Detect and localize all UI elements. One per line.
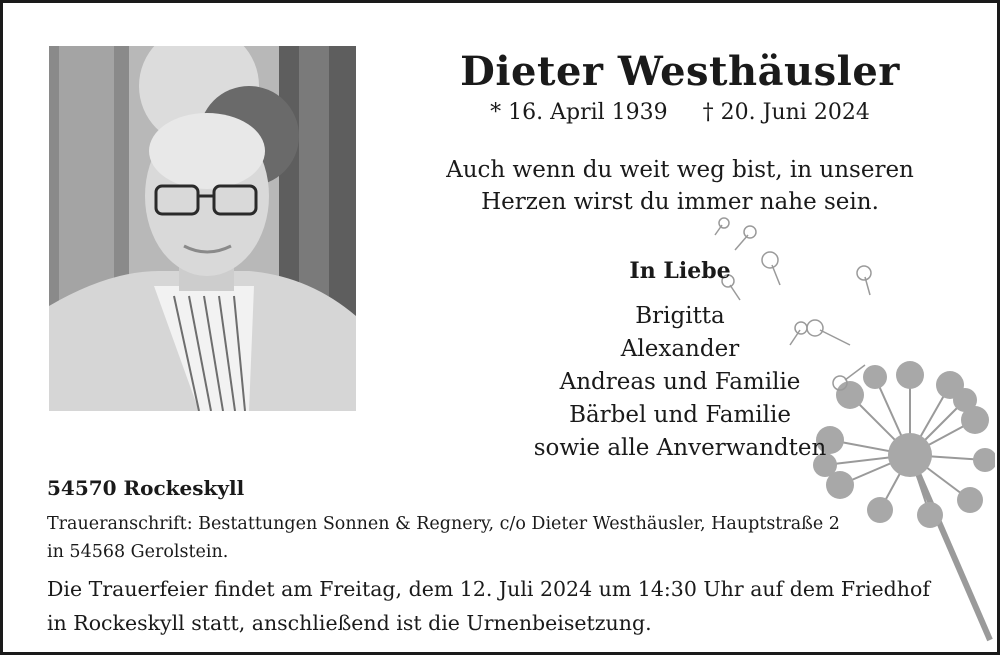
address-line-1: Traueranschrift: Bestattungen Sonnen & Regnery, c/o Dieter Westhäusler, Hauptstraße 2 bbox=[47, 514, 840, 534]
portrait-photo bbox=[49, 46, 356, 411]
mourner-3: Andreas und Familie bbox=[559, 369, 801, 395]
mourner-4: Bärbel und Familie bbox=[569, 402, 791, 428]
memorial-quote bbox=[370, 154, 990, 218]
deceased-name: Dieter Westhäusler bbox=[460, 48, 900, 95]
location: 54570 Rockeskyll bbox=[47, 476, 245, 500]
quote-line-1: Auch wenn du weit weg bist, in unseren bbox=[446, 157, 914, 183]
ceremony-info bbox=[47, 572, 947, 640]
ceremony-line-1: Die Trauerfeier findet am Freitag, dem 12. Juli 2024 um 14:30 Uhr auf dem Friedhof bbox=[47, 577, 930, 601]
address-line-2: in 54568 Gerolstein. bbox=[47, 542, 229, 562]
ceremony-line-2: in Rockeskyll statt, anschließend ist die Urnenbeisetzung. bbox=[47, 611, 652, 635]
mourner-2: Alexander bbox=[620, 336, 740, 362]
quote-line-2: Herzen wirst du immer nahe sein. bbox=[481, 189, 879, 215]
death-date: † 20. Juni 2024 bbox=[702, 100, 870, 125]
birth-date: * 16. April 1939 bbox=[490, 100, 668, 125]
mourners-list bbox=[370, 300, 990, 465]
mourner-5: sowie alle Anverwandten bbox=[533, 435, 827, 461]
mourner-1: Brigitta bbox=[635, 303, 725, 329]
in-love-heading: In Liebe bbox=[629, 258, 731, 284]
life-dates bbox=[370, 100, 990, 125]
mourning-address bbox=[47, 510, 927, 566]
